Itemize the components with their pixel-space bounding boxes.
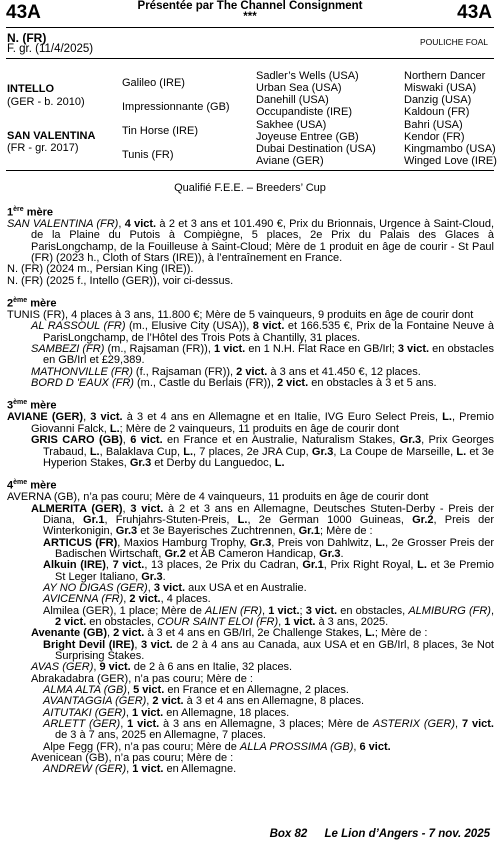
produce-entry: AVAS (GER), 9 vict. de 2 à 6 ans en Italie, 32 places. [31, 661, 293, 674]
sex-label: POULICHE FOAL [419, 37, 488, 47]
produce-entry: ARTICUS (FR), Maxios Hamburg Trophy, Gr.3, Preis von Dahlwitz, L., 2e Grosser Preis der Badischen Wirtschaft, Gr.2 et AB Cameron Handicap, Gr.3. [43, 536, 495, 560]
produce-entry: Avenante (GB), 2 vict. à 3 et 4 ans en GB/Irl, 2e Challenge Stakes, L.; Mère de : [31, 627, 428, 640]
produce-record [7, 196, 494, 776]
pedigree-gen3: Sadler’s Wells (USA) [256, 70, 359, 82]
produce-entry: Bright Devil (IRE), 3 vict. de 2 à 4 ans au Canada, aux USA et en GB/Irl, 8 places, 3e Not Surprising Stakes. [43, 638, 494, 662]
produce-entry: Almilea (GER), 1 place; Mère de ALIEN (FR), 1 vict.; 3 vict. en obstacles, ALMIBURG (FR), 2 vict. en obstacles, COUR SAINT ELOI (FR), 1 vict. à 3 ans, 2025. [43, 604, 494, 628]
horse-birth: F. gr. (11/4/2025) [7, 43, 94, 55]
qualification: Qualifié F.E.E. – Breeders’ Cup [174, 182, 326, 194]
footer [256, 828, 490, 840]
consignor-stars: *** [243, 11, 257, 23]
produce-entry: N. (FR) (2025 f., Intello (GER)), voir ci-dessus. [7, 274, 234, 287]
pedigree-gen2: Tunis (FR) [122, 149, 174, 161]
produce-entry: AITUTAKI (GER), 1 vict. en Allemagne, 18 places. [43, 706, 290, 719]
pedigree-gen4: Winged Love (IRE) [404, 155, 497, 167]
dam-record: SAN VALENTINA (FR), 4 vict. à 2 et 3 ans et 101.490 €, Prix du Brionnais, Urgence à Saint-Cloud, de la Plaine du Putois à Compiègne, 5 places, 2e Prix du Palais des Glaces à ParisLongchamp, de la Fouilleuse à Saint-Cloud; Mère de 1 produit en âge de courir - St Paul (FR) (2023 h., Cloth of Stars (IRE)), à l’entraînement en France. [7, 218, 494, 265]
produce-entry: ALMERITA (GER), 3 vict. à 2 et 3 ans en Allemagne, Deutsches Stuten-Derby - Preis der Diana, Gr.1, Fruhjahrs-Stuten-Preis, L., 2e German 1000 Guineas, Gr.2, Preis der Winterkonigin, Gr.3 et 3e Bayerisches Zuchtrennen, Gr.1; Mère de : [31, 502, 494, 538]
pedigree-gen3: Dubai Destination (USA) [256, 143, 376, 155]
produce-entry: MATHONVILLE (FR) (f., Rajsaman (FR)), 2 vict. à 3 ans et 41.450 €, 12 places. [31, 365, 421, 378]
pedigree-gen4: Kendor (FR) [404, 131, 465, 143]
pedigree-gen4: Northern Dancer [404, 70, 486, 82]
produce-entry: AVANTAGGIA (GER), 2 vict. à 3 et 4 ans en Allemagne, 8 places. [43, 695, 365, 708]
consignor-block [0, 1, 500, 23]
produce-entry: Avenicean (GB), n’a pas couru; Mère de : [31, 752, 234, 765]
produce-entry: AL RASSOUL (FR) (m., Elusive City (USA)), 8 vict. et 166.535 €, Prix de la Fontaine Neuve à ParisLongchamp, de l’Hôtel des Trois Pots à Chantilly, 31 places. [31, 320, 495, 344]
pedigree-gen3: Urban Sea (USA) [256, 82, 342, 94]
produce-entry: Alpe Fegg (FR), n’a pas couru; Mère de ALLA PROSSIMA (GB), 6 vict. [43, 740, 391, 753]
pedigree-gen3: Danehill (USA) [256, 94, 329, 106]
pedigree-gen3: Joyeuse Entree (GB) [256, 131, 359, 143]
section-heading-second-dam: 2ème mère [7, 297, 57, 310]
pedigree-gen4: Miswaki (USA) [404, 82, 477, 94]
pedigree-gen2: Tin Horse (IRE) [122, 125, 198, 137]
dam-record: AVIANE (GER), 3 vict. à 3 et 4 ans en Allemagne et en Italie, IVG Euro Select Preis, L., Premio Giovanni Falck, L.; Mère de 2 vainqueurs, 11 produits en âge de courir dont [7, 411, 494, 435]
dam-record: TUNIS (FR), 4 places à 3 ans, 11.800 €; Mère de 5 vainqueurs, 9 produits en âge de courir dont [7, 309, 474, 322]
consignor: Présentée par The Channel Consignment [137, 0, 363, 12]
produce-entry: GRIS CARO (GB), 6 vict. en France et en Australie, Naturalism Stakes, Gr.3, Prix Georges Trabaud, L., Balaklava Cup, L., 7 places, 2e JRA Cup, Gr.3, La Coupe de Marseille, L. et 3e Hyperion Stakes, Gr.3 et Derby du Languedoc, L. [31, 434, 494, 469]
box-number: Box 82 [269, 828, 308, 840]
pedigree-gen4: Bahri (USA) [404, 119, 463, 131]
produce-entry: ANDREW (GER), 1 vict. en Allemagne. [43, 763, 237, 776]
produce-entry: N. (FR) (2024 m., Persian King (IRE)). [7, 263, 194, 276]
lot-number: 43A [6, 2, 41, 23]
sale-venue-date: Le Lion d’Angers - 7 nov. 2025 [324, 828, 490, 840]
produce-entry: SAMBEZI (FR) (m., Rajsaman (FR)), 1 vict. en 1 N.H. Flat Race en GB/Irl; 3 vict. en obstacles en GB/Irl et £29,389. [31, 343, 494, 367]
pedigree-gen4: Danzig (USA) [404, 94, 472, 106]
divider [6, 58, 494, 59]
pedigree-gen2: Galileo (IRE) [122, 77, 185, 89]
lot-number-right: 43A [457, 2, 492, 23]
pedigree-gen3: Aviane (GER) [256, 155, 324, 167]
dam-name: SAN VALENTINA [7, 130, 96, 142]
produce-entry: Abrakadabra (GER), n’a pas couru; Mère de : [31, 672, 253, 685]
section-heading-fourth-dam: 4ème mère [7, 479, 57, 492]
produce-entry: ALMA ALTA (GB), 5 vict. en France et en Allemagne, 2 places. [43, 684, 349, 697]
produce-entry: AY NO DIGAS (GER), 3 vict. aux USA et en Australie. [43, 581, 307, 594]
produce-entry: AVICENNA (FR), 2 vict., 4 places. [43, 593, 211, 606]
produce-entry: Alkuin (IRE), 7 vict., 13 places, 2e Prix du Cadran, Gr.1, Prix Right Royal, L. et 3e Premio St Leger Italiano, Gr.3. [43, 559, 495, 583]
pedigree-gen3: Occupandiste (IRE) [256, 106, 352, 118]
divider [6, 27, 494, 28]
pedigree-gen4: Kingmambo (USA) [404, 143, 496, 155]
sire-name: INTELLO [7, 83, 55, 95]
produce-entry: BORD D 'EAUX (FR) (m., Castle du Berlais (FR)), 2 vict. en obstacles à 3 et 5 ans. [31, 377, 437, 390]
section-heading-first-dam: 1ère mère [7, 206, 53, 219]
divider [6, 170, 494, 171]
horse-name: N. (FR) [7, 31, 47, 45]
dam-detail: (FR - gr. 2017) [7, 142, 79, 154]
pedigree-gen2: Impressionnante (GB) [122, 101, 230, 113]
pedigree-gen3: Sakhee (USA) [256, 119, 327, 131]
dam-record: AVERNA (GB), n’a pas couru; Mère de 4 vainqueurs, 11 produits en âge de courir dont [7, 491, 429, 504]
pedigree-gen4: Kaldoun (FR) [404, 106, 470, 118]
produce-entry: ARLETT (GER), 1 vict. à 3 ans en Allemagne, 3 places; Mère de ASTERIX (GER), 7 vict. de 3 à 7 ans, 2025 en Allemagne, 7 places. [43, 718, 494, 742]
sire-detail: (GER - b. 2010) [7, 96, 85, 108]
section-heading-third-dam: 3ème mère [7, 399, 57, 413]
